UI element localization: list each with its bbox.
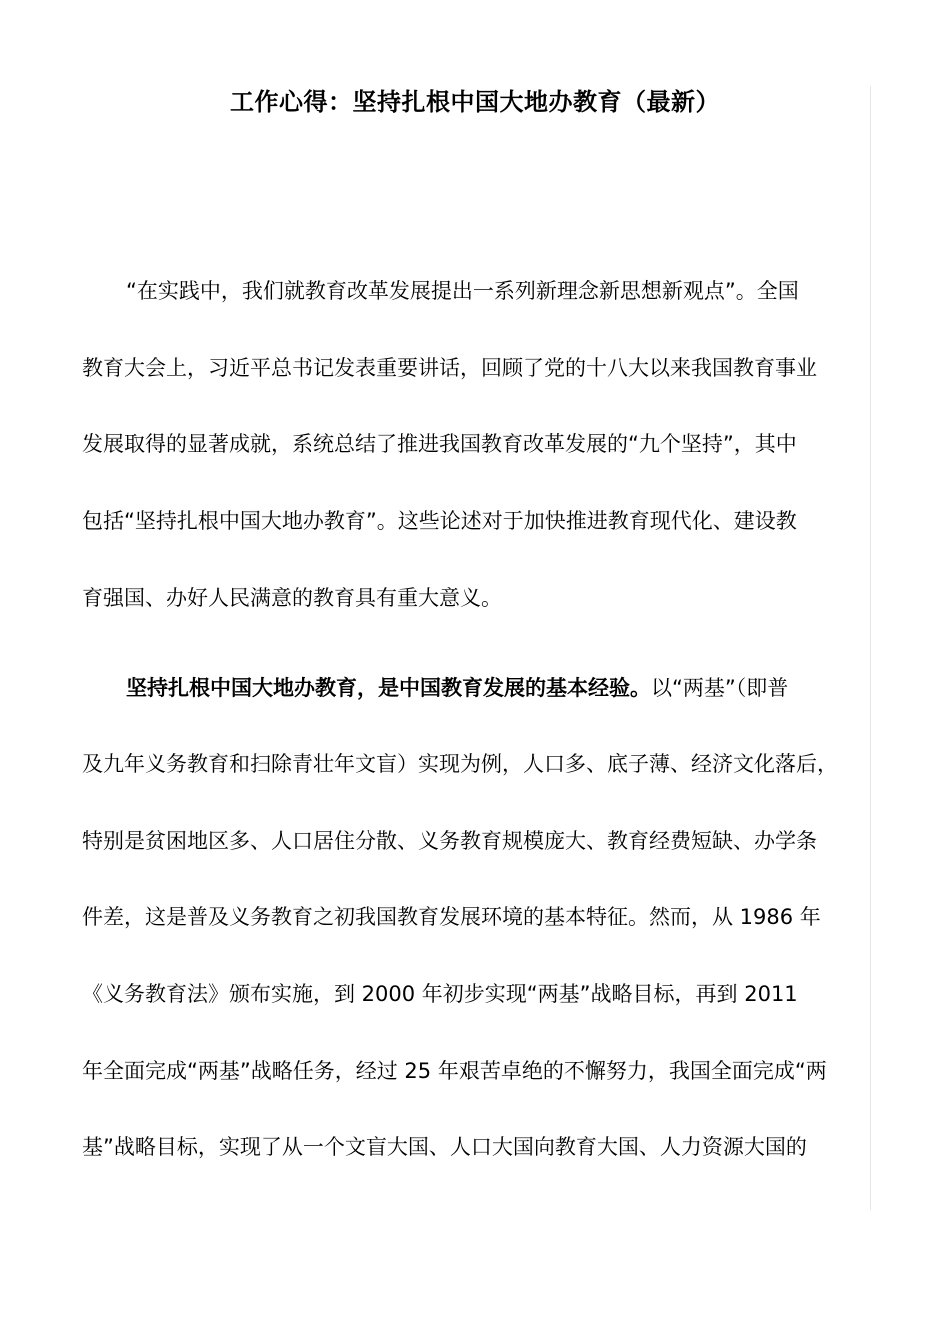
paragraph-2-line: 《义务教育法》颁布实施，到 2000 年初步实现“两基”战略目标，再到 2011 (82, 982, 798, 1006)
paragraph-2-first-line (126, 673, 788, 703)
paragraph-2-bold-lead: 坚持扎根中国大地办教育，是中国教育发展的基本经验。 (126, 676, 651, 700)
paragraph-2-line: 年全面完成“两基”战略任务，经过 25 年艰苦卓绝的不懈努力，我国全面完成“两 (82, 1059, 827, 1083)
paragraph-2-line: 及九年义务教育和扫除青壮年文盲）实现为例，人口多、底子薄、经济文化落后， (82, 752, 838, 776)
paragraph-1-line: 教育大会上，习近平总书记发表重要讲话，回顾了党的十八大以来我国教育事业 (82, 356, 817, 380)
paragraph-1-line: 发展取得的显著成就，系统总结了推进我国教育改革发展的“九个坚持”，其中 (82, 432, 797, 456)
paragraph-2-line: 特别是贫困地区多、人口居住分散、义务教育规模庞大、教育经费短缺、办学条 (82, 829, 817, 853)
page-edge-rule (870, 86, 871, 1210)
paragraph-2-line: 件差，这是普及义务教育之初我国教育发展环境的基本特征。然而，从 1986 年 (82, 905, 821, 929)
paragraph-1-line: 育强国、办好人民满意的教育具有重大意义。 (82, 586, 502, 610)
document-title: 工作心得：坚持扎根中国大地办教育（最新） (230, 88, 720, 116)
paragraph-2-lead-rest: 以“两基”（即普 (651, 676, 789, 700)
paragraph-1-line: “在实践中，我们就教育改革发展提出一系列新理念新思想新观点”。全国 (126, 279, 799, 303)
paragraph-1-line: 包括“坚持扎根中国大地办教育”。这些论述对于加快推进教育现代化、建设教 (82, 509, 797, 533)
paragraph-2-line: 基”战略目标，实现了从一个文盲大国、人口大国向教育大国、人力资源大国的 (82, 1135, 807, 1159)
